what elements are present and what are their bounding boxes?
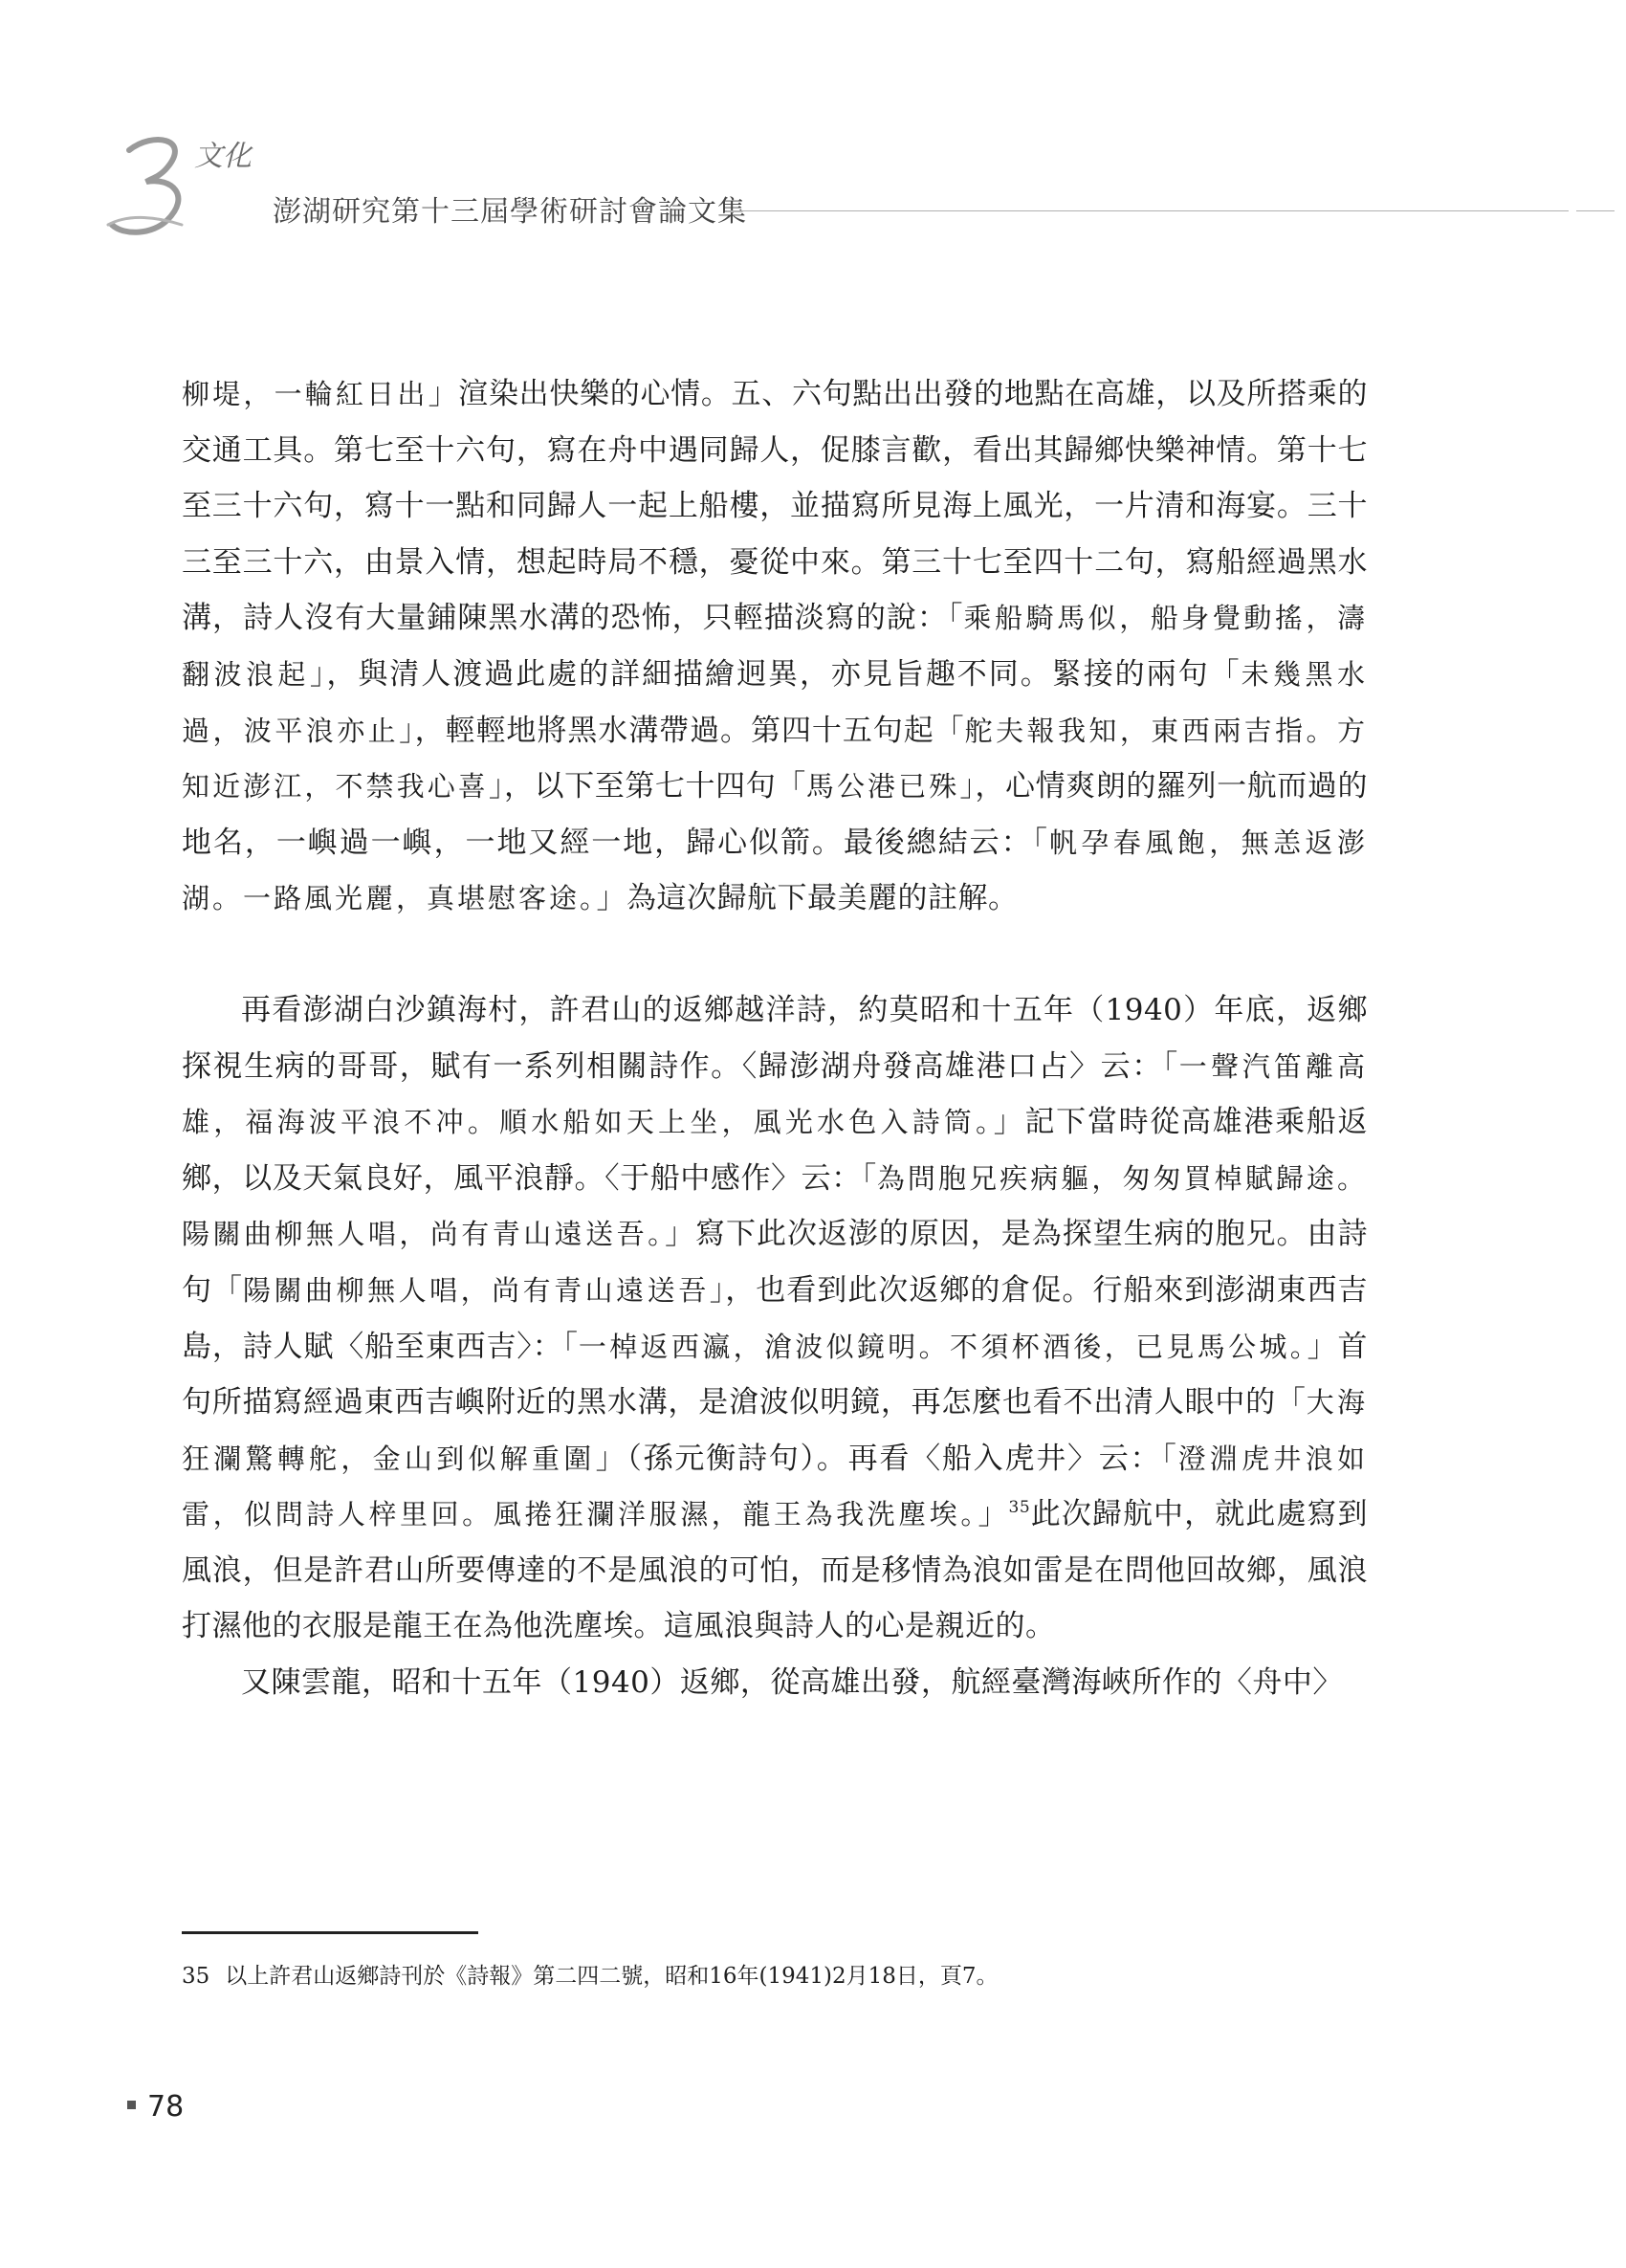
poem-quote: 一棹返西瀛，滄波似鏡明。不須杯酒後，已見馬公城。	[578, 1330, 1307, 1363]
poem-quote: 大海狂瀾驚轉舵，金山到似解重圍	[182, 1386, 1368, 1475]
footnote-ref: 35	[1008, 1498, 1031, 1518]
text-run: 此次歸航中，就此處寫到風浪，但是許君山所要傳達的不是風浪的可怕，而是移情為浪如雷是在問他回故鄉，風浪打濕他的衣服是龍王在為他洗塵埃。這風浪與詩人的心是親近的。	[182, 1497, 1368, 1644]
body-text	[182, 366, 1368, 1711]
text-run: 」	[978, 1497, 1009, 1532]
footnote-text: 以上許君山返鄉詩刊於《詩報》第二四二號，昭和16年(1941)2月18日，頁7。	[225, 1964, 999, 1989]
page-number-value: 78	[147, 2090, 185, 2124]
poem-quote: 澄淵虎井浪如雷，似問詩人梓里回。風捲狂瀾洋服濕，龍王為我洗塵埃。	[182, 1442, 1368, 1531]
text-run: 」渲染出快樂的心情。五、六句點出出發的地點在高雄，以及所搭乘的交通工具。第七至十六句，寫在舟中遇同歸人，促膝言歡，看出其歸鄉快樂神情。第十七至三十六句，寫十一點和同歸人一起上船樓，並描寫所見海上風光，一片清和海宴。三十三至三十六，由景入情，想起時局不穩，憂從中來。第三十七至四十二句，寫船經過黑水溝，詩人沒有大量鋪陳黑水溝的恐怖，只輕描淡寫的說：「	[182, 377, 1368, 636]
poem-quote: 舵夫報我知，東西兩吉指。方知近澎江，不禁我心喜	[182, 714, 1368, 804]
text-run: 」，輕輕地將黑水溝帶過。第四十五句起「	[399, 713, 965, 748]
text-run: 」（孫元衡詩句）。再看〈船入虎井〉云：「	[595, 1441, 1178, 1476]
poem-quote: 為問胞兄疾病軀，匆匆買棹賦歸途。陽關曲柳無人唱，尚有青山遠送吾。	[182, 1161, 1368, 1251]
page-header	[0, 0, 1626, 249]
header-title: 澎湖研究第十三屆學術研討會論文集	[273, 195, 747, 229]
culture-logo-icon	[100, 129, 282, 239]
text-run: 」，以下至第七十四句「	[488, 769, 806, 804]
poem-quote: 未幾黑水過，波平浪亦止	[182, 657, 1368, 747]
page-number	[127, 2090, 184, 2124]
header-rule-end	[1576, 210, 1615, 211]
footnote	[182, 1959, 1368, 1993]
text-run: 」，也看到此次返鄉的倉促。行船來到澎湖東西吉島，詩人賦〈船至東西吉〉：「	[182, 1272, 1368, 1364]
footnote-number: 35	[182, 1964, 210, 1989]
paragraph	[182, 366, 1368, 927]
poem-quote: 乘船騎馬似，船身覺動搖，濤翻波浪起	[182, 602, 1368, 691]
text-run: 」為這次歸航下最美麗的註解。	[596, 881, 1019, 916]
poem-quote: 一聲汽笛離高雄，福海波平浪不冲。順水船如天上坐，風光水色入詩筒。	[182, 1049, 1368, 1139]
poem-quote: 柳堤，一輪紅日出	[182, 378, 428, 410]
header-rule	[727, 210, 1569, 211]
text-run: 又陳雲龍，昭和十五年（1940）返鄉，從高雄出發，航經臺灣海峽所作的〈舟中〉	[241, 1665, 1343, 1701]
footnote-rule	[182, 1931, 478, 1934]
text-run: 」，心情爽朗的羅列一航而過的地名，一嶼過一嶼，一地又經一地，歸心似箭。最後總結云：「	[182, 769, 1368, 860]
paragraph	[182, 982, 1368, 1655]
paragraph	[182, 1655, 1368, 1711]
poem-quote: 帆孕春風飽，無恙返澎湖。一路風光麗，真堪慰客途。	[182, 826, 1368, 915]
text-run: 再看澎湖白沙鎮海村，許君山的返鄉越洋詩，約莫昭和十五年（1940）年底，返鄉探視生病的哥哥，賦有一系列相關詩作。〈歸澎湖舟發高雄港口占〉云：「	[182, 992, 1368, 1084]
text-run: 」，與清人渡過此處的詳細描繪迥異，亦見旨趣不同。緊接的兩句「	[309, 656, 1241, 692]
text-run: 」首句所描寫經過東西吉嶼附近的黑水溝，是滄波似明鏡，再怎麼也看不出清人眼中的「	[182, 1329, 1369, 1420]
poem-quote: 馬公港已殊	[805, 770, 960, 804]
poem-quote: 陽關曲柳無人唱，尚有青山遠送吾	[243, 1273, 710, 1307]
text-run: 」記下當時從高雄港乘船返鄉，以及天氣良好，風平浪靜。〈于船中感作〉云：「	[182, 1105, 1368, 1196]
text-run: 」寫下此次返澎的原因，是為探望生病的胞兄。由詩句「	[182, 1217, 1368, 1308]
logo-text-wen: 文化	[194, 140, 252, 173]
page-number-bullet-icon	[127, 2101, 136, 2109]
